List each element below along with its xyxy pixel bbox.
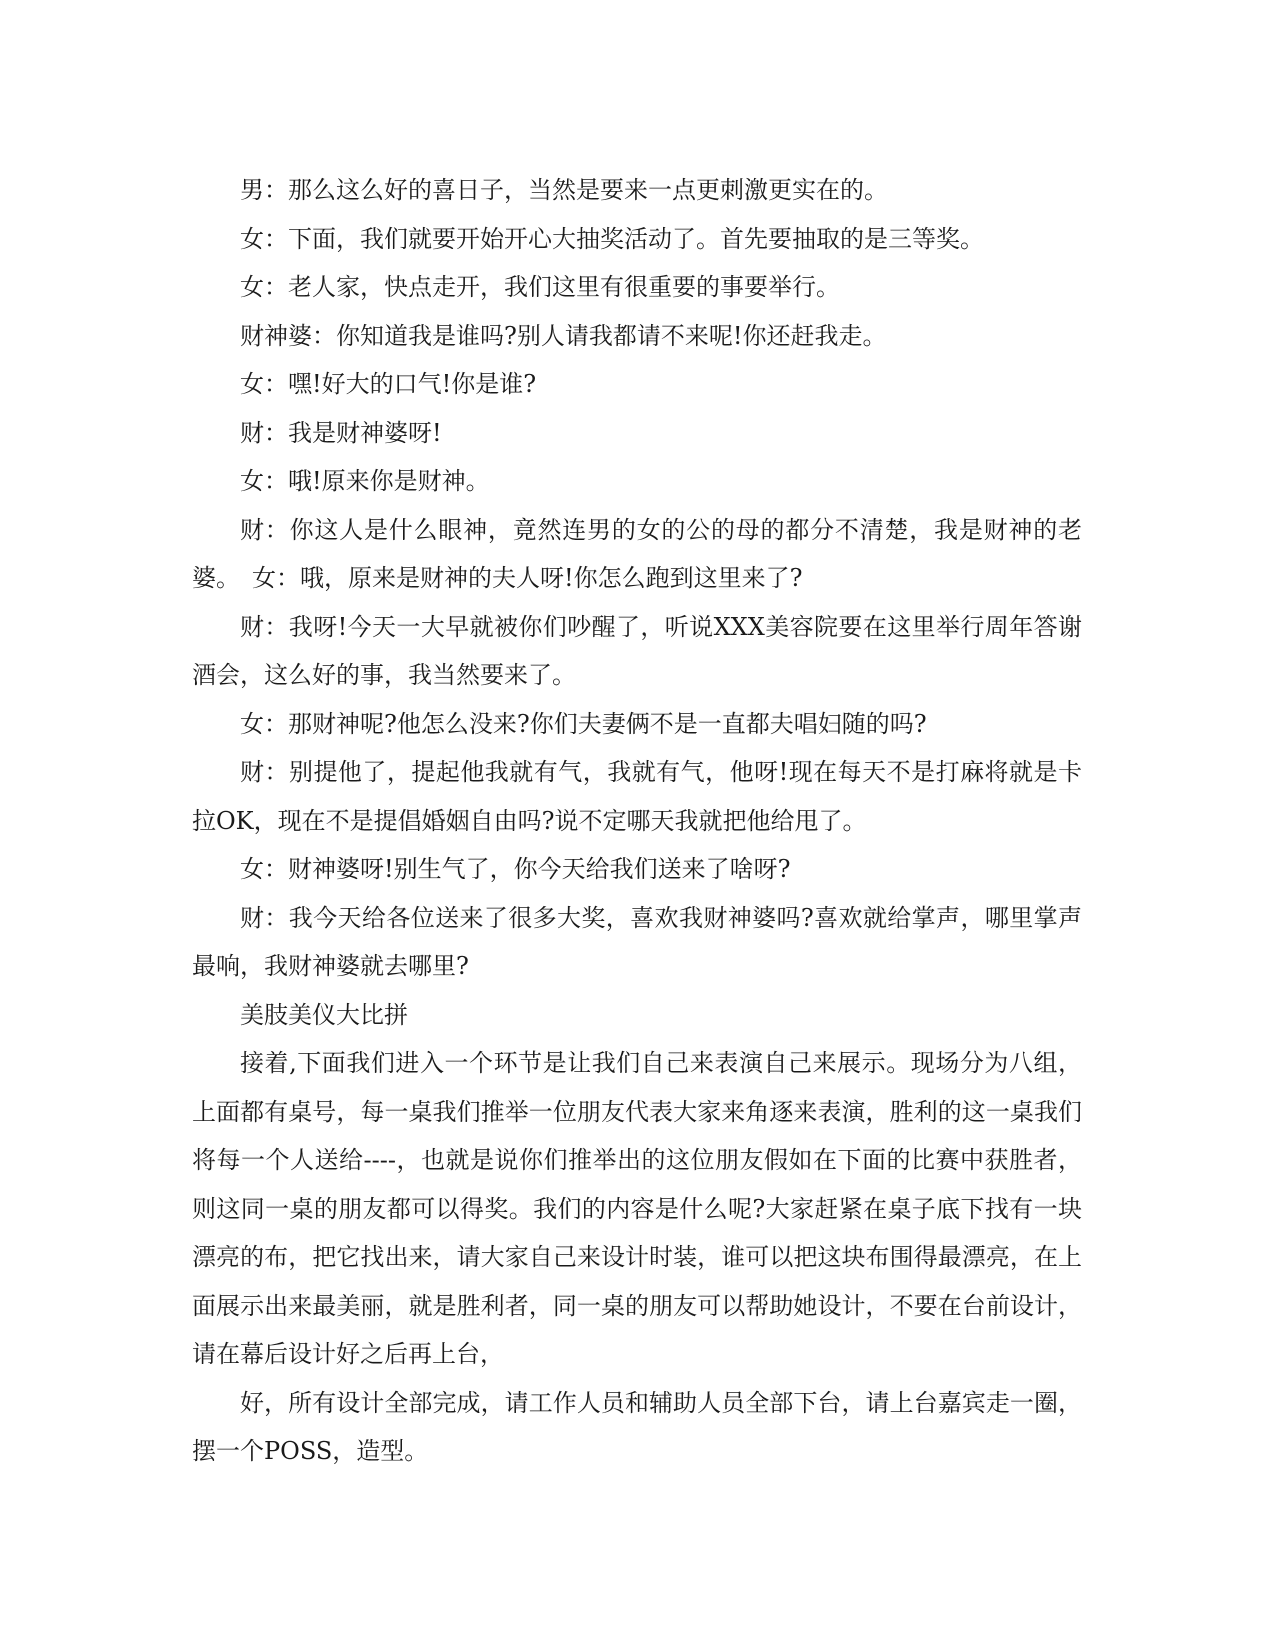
paragraph: 财神婆：你知道我是谁吗?别人请我都请不来呢!你还赶我走。 (240, 321, 887, 350)
paragraph: 男：那么这么好的喜日子，当然是要来一点更刺激更实在的。 (240, 176, 888, 204)
paragraph: 财：你这人是什么眼神，竟然连男的女的公的母的都分不清楚，我是财神的老婆。 女：哦，原来是财神的夫人呀!你怎么跑到这里来了? (192, 515, 1082, 592)
paragraph: 财：我是财神婆呀! (240, 418, 442, 447)
paragraph: 财：我呀!今天一大早就被你们吵醒了，听说XXX美容院要在这里举行周年答谢酒会，这么好的事，我当然要来了。 (192, 612, 1082, 689)
paragraph: 财：我今天给各位送来了很多大奖，喜欢我财神婆吗?喜欢就给掌声，哪里掌声最响，我财神婆就去哪里? (192, 903, 1082, 980)
document-body (192, 166, 1082, 1476)
paragraph: 接着,下面我们进入一个环节是让我们自己来表演自己来展示。现场分为八组，上面都有桌号，每一桌我们推举一位朋友代表大家来角逐来表演，胜利的这一桌我们将每一个人送给----，也就是说你们推举出的这位朋友假如在下面的比赛中获胜者，则这同一桌的朋友都可以得奖。我们的内容是什么呢?大家赶紧在桌子底下找有一块漂亮的布，把它找出来，请大家自己来设计时装，谁可以把这块布围得最漂亮，在上面展示出来最美丽，就是胜利者，同一桌的朋友可以帮助她设计，不要在台前设计，请在幕后设计好之后再上台， (192, 1049, 1082, 1368)
paragraph: 女：财神婆呀!别生气了，你今天给我们送来了啥呀? (240, 855, 791, 883)
paragraph: 女：老人家，快点走开，我们这里有很重要的事要举行。 (240, 273, 840, 301)
section-heading: 美肢美仪大比拼 (240, 1000, 408, 1029)
paragraph: 女：嘿!好大的口气!你是谁? (240, 370, 537, 398)
paragraph: 女：下面，我们就要开始开心大抽奖活动了。首先要抽取的是三等奖。 (240, 224, 984, 253)
paragraph: 好，所有设计全部完成，请工作人员和辅助人员全部下台，请上台嘉宾走一圈，摆一个POSS，造型。 (192, 1388, 1082, 1465)
paragraph: 女：哦!原来你是财神。 (240, 467, 490, 495)
paragraph: 女：那财神呢?他怎么没来?你们夫妻俩不是一直都夫唱妇随的吗? (240, 709, 927, 738)
paragraph: 财：别提他了，提起他我就有气，我就有气，他呀!现在每天不是打麻将就是卡拉OK，现在不是提倡婚姻自由吗?说不定哪天我就把他给甩了。 (192, 758, 1082, 835)
